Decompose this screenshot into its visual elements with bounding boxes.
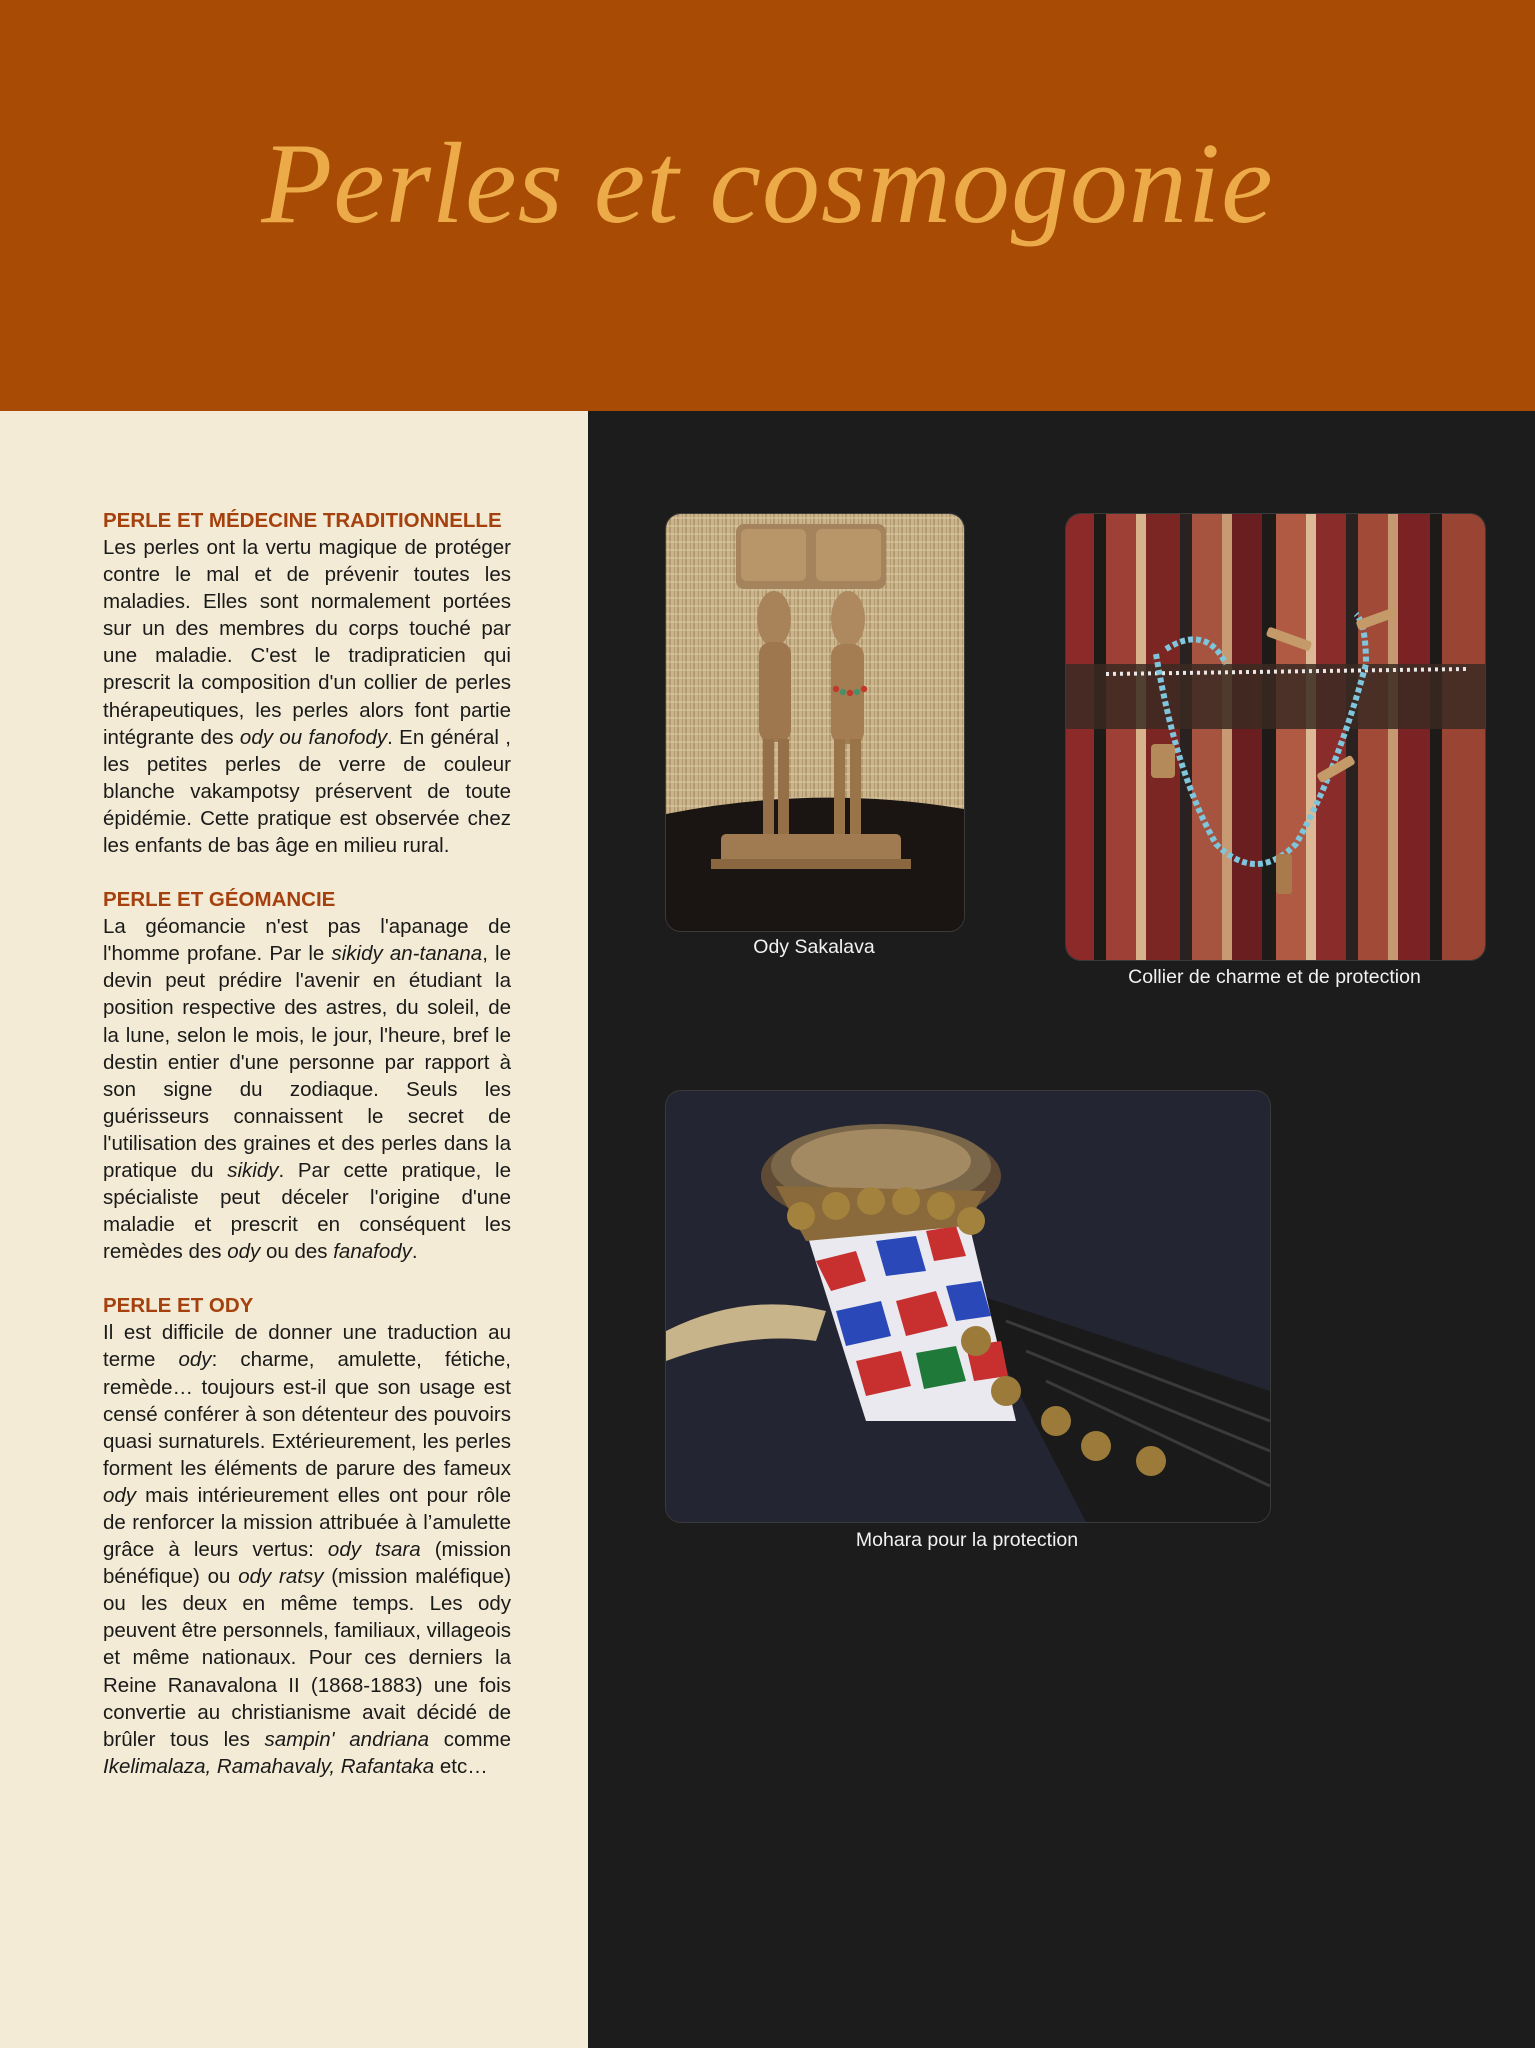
italic-term: ody tsara	[327, 1538, 421, 1562]
italic-term: ody	[103, 1483, 137, 1507]
caption-collier: Collier de charme et de protection	[1128, 966, 1421, 988]
caption-ody-sakalava: Ody Sakalava	[753, 936, 875, 958]
page-title: Perles et cosmogonie	[261, 120, 1274, 248]
text-run: .	[411, 1240, 418, 1264]
section-heading-ody: PERLE ET ODY	[103, 1294, 254, 1318]
italic-term: ody	[227, 1240, 261, 1264]
section-body-ody	[103, 1319, 511, 1780]
section-heading-medecine: PERLE ET MÉDECINE TRADITIONNELLE	[103, 509, 502, 532]
text-run: ou des	[260, 1240, 334, 1264]
italic-term: fanafody	[333, 1240, 412, 1264]
section-heading-geomancie: PERLE ET GÉOMANCIE	[103, 888, 336, 912]
text-run: : charme, amulette, fétiche, remède… toujours est-il que son usage est censé conférer à son détenteur des pouvoirs quasi surnaturels. Extérieurement, les perles forment les éléments de parure des fameux	[103, 1348, 511, 1480]
caption-mohara: Mohara pour la protection	[855, 1529, 1079, 1551]
text-run: . En général , les petites perles de verre de couleur blanche vakampotsy préservent de toute épidémie. Cette pratique est observée chez les enfants de bas âge en milieu rural.	[103, 725, 511, 858]
italic-term: Ikelimalaza, Ramahavaly, Rafantaka	[103, 1754, 435, 1778]
section-body-geomancie	[103, 913, 511, 1265]
text-run: Les perles ont la vertu magique de protéger contre le mal et de prévenir toutes les maladies. Elles sont normalement portées sur un des membres du corps touché par une maladie. C'est le tradipraticien qui prescrit la composition d'un collier de perles thérapeutiques, les perles alors font partie intégrante des	[103, 536, 511, 749]
photo-ody-sakalava	[665, 513, 965, 932]
text-run: comme	[429, 1727, 511, 1751]
text-run: (mission bénéfique) ou	[103, 1538, 512, 1589]
photo-mohara	[665, 1090, 1271, 1523]
text-run: La géomancie n'est pas l'apanage de l'homme profane. Par le	[103, 915, 511, 966]
text-run: . Par cette pratique, le spécialiste peut déceler l'origine d'une maladie et prescrit en conséquent les remèdes des	[103, 1158, 511, 1264]
article-text	[103, 507, 511, 1780]
italic-term: sikidy	[227, 1158, 279, 1182]
italic-term: ody	[178, 1348, 212, 1372]
text-run: , le devin peut prédire l'avenir en étudiant la position respective des astres, du soleil, de la lune, selon le mois, le jour, l'heure, bref le destin entier d'une personne par rapport à son signe du zodiaque. Seuls les guérisseurs connaissent le secret de l'utilisation des graines et des perles dans la pratique du	[103, 942, 511, 1182]
italic-term: sampin' andriana	[264, 1727, 430, 1751]
text-run: (mission maléfique) ou les deux en même temps. Les ody peuvent être personnels, familiaux, villageois et même nationaux. Pour ces derniers la Reine Ranavalona II (1868-1883) une fois convertie au christianisme avait décidé de brûler tous les	[103, 1565, 512, 1751]
title-banner	[0, 0, 1535, 411]
photo-collier	[1065, 513, 1486, 961]
text-run: mais intérieurement elles ont pour rôle de renforcer la mission attribuée à l’amulette grâce à leurs vertus:	[103, 1483, 511, 1562]
text-run: Il est difficile de donner une traduction au terme	[103, 1321, 511, 1372]
section-body-medecine	[103, 534, 511, 859]
italic-term: ody ou fanofody	[239, 725, 388, 749]
italic-term: sikidy an-tanana	[331, 942, 483, 966]
text-run: etc…	[434, 1754, 488, 1778]
italic-term: ody ratsy	[238, 1565, 324, 1589]
